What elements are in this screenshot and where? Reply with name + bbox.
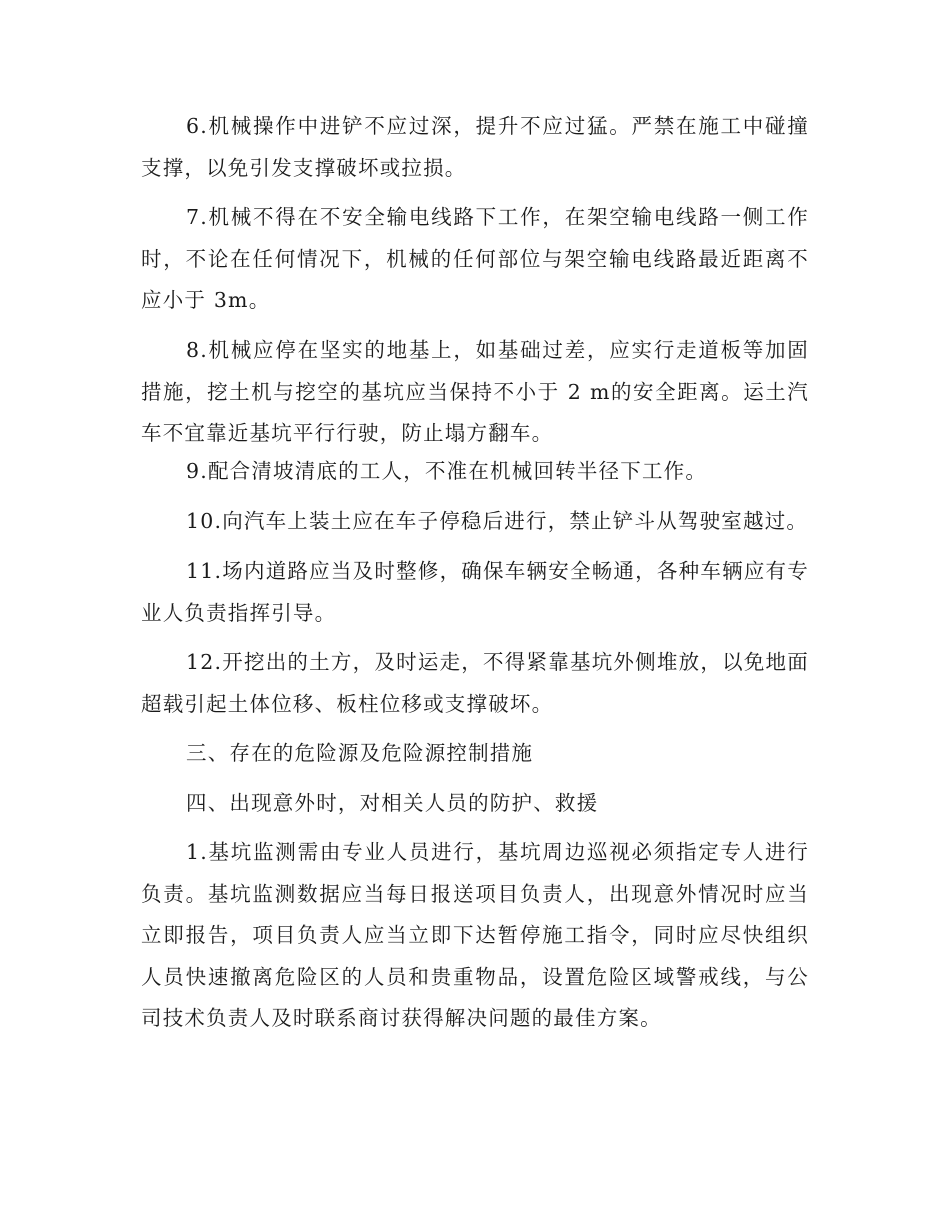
- paragraph-item-12: 12.开挖出的土方，及时运走，不得紧靠基坑外侧堆放，以免地面超载引起土体位移、板柱位移或支撑破坏。: [141, 650, 809, 716]
- paragraph-item-11: 11.场内道路应当及时整修，确保车辆安全畅通，各种车辆应有专业人负责指挥引导。: [141, 559, 809, 625]
- paragraph-item-1: 1.基坑监测需由专业人员进行，基坑周边巡视必须指定专人进行负责。基坑监测数据应当每日报送项目负责人，出现意外情况时应当立即报告，项目负责人应当立即下达暂停施工指令，同时应尽快组织人员快速撤离危险区的人员和贵重物品，设置危险区域警戒线，与公司技术负责人及时联系商讨获得解决问题的最佳方案。: [141, 840, 809, 1030]
- paragraph-item-7: 7.机械不得在不安全输电线路下工作，在架空输电线路一侧工作时，不论在任何情况下，机械的任何部位与架空输电线路最近距离不应小于 3m。: [141, 205, 809, 312]
- paragraph-item-8: 8.机械应停在坚实的地基上，如基础过差，应实行走道板等加固措施，挖土机与挖空的基坑应当保持不小于 2 m的安全距离。运土汽车不宜靠近基坑平行行驶，防止塌方翻车。: [141, 338, 809, 445]
- paragraph-item-6: 6.机械操作中进铲不应过深，提升不应过猛。严禁在施工中碰撞支撑，以免引发支撑破坏或拉损。: [141, 114, 809, 180]
- section-heading-4: 四、出现意外时，对相关人员的防护、救援: [186, 791, 599, 815]
- paragraph-item-10: 10.向汽车上装土应在车子停稳后进行，禁止铲斗从驾驶室越过。: [186, 509, 809, 533]
- paragraph-item-9: 9.配合清坡清底的工人，不准在机械回转半径下工作。: [186, 459, 708, 483]
- section-heading-3: 三、存在的危险源及危险源控制措施: [186, 741, 534, 765]
